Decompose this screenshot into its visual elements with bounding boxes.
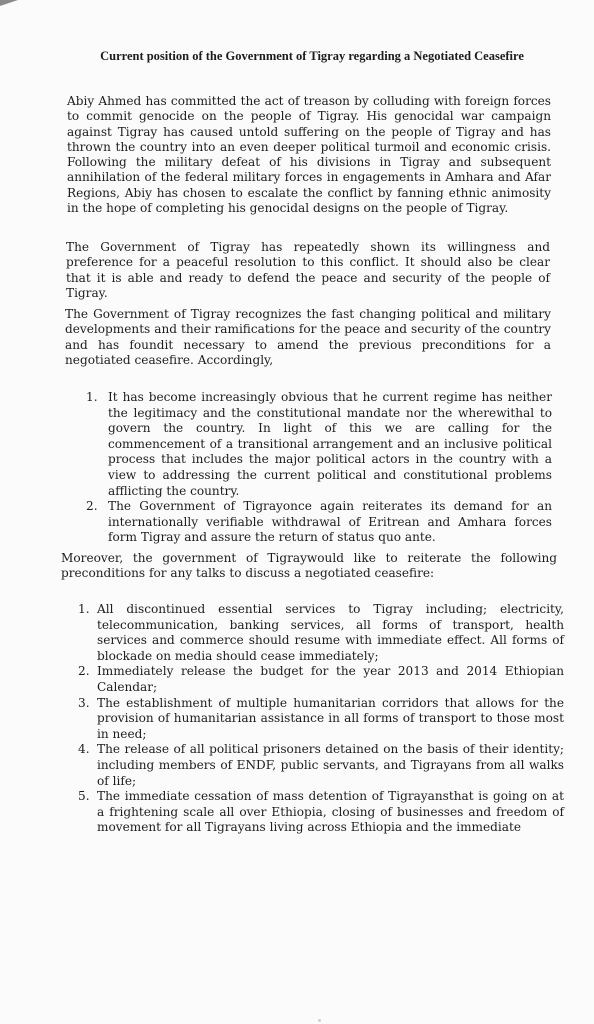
scan-speck	[318, 1019, 321, 1022]
list-item-number: 4.	[78, 742, 90, 757]
document-title: Current position of the Government of Tigray regarding a Negotiated Ceasefire	[100, 49, 524, 63]
paragraph-4: Moreover, the government of Tigraywould like to reiterate the following preconditions for any talks to discuss a negotiated ceasefire:	[61, 551, 557, 581]
list-item	[78, 602, 564, 664]
scan-corner-mark	[0, 0, 18, 6]
list-item-text: The release of all political prisoners detained on the basis of their identity; including members of ENDF, public servants, and Tigrayans from all walks of life;	[97, 742, 564, 788]
list-item	[78, 789, 564, 836]
list-item-number: 5.	[78, 789, 90, 804]
list-item	[86, 390, 552, 499]
preconditions-list	[78, 602, 564, 836]
list-item-text: The establishment of multiple humanitarian corridors that allows for the provision of humanitarian assistance in all forms of transport to those most in need;	[97, 695, 564, 741]
list-item-number: 1.	[78, 602, 90, 616]
paragraph-3: The Government of Tigray recognizes the fast changing political and military developments and their ramifications for the peace and security of the country and has foundit necessary to amend the previous preconditions for a negotiated ceasefire. Accordingly,	[65, 307, 551, 367]
list-item	[78, 664, 564, 695]
list-item-text: All discontinued essential services to Tigray including; electricity, telecommunication, banking services, all forms of transport, health services and commerce should resume with immediate effect. All forms of blockade on media should cease immediately;	[97, 602, 564, 663]
list-item-text: Immediately release the budget for the year 2013 and 2014 Ethiopian Calendar;	[97, 664, 564, 694]
list-item-text: The Government of Tigrayonce again reiterates its demand for an internationally verifiable withdrawal of Eritrean and Amhara forces form Tigray and assure the return of status quo ante.	[108, 499, 552, 545]
list-item-number: 3.	[78, 695, 90, 710]
paragraph-2: The Government of Tigray has repeatedly shown its willingness and preference for a peaceful resolution to this conflict. It should also be clear that it is able and ready to defend the peace and security of the people of Tigray.	[66, 240, 550, 300]
list-item-number: 1.	[86, 390, 98, 404]
list-item-number: 2.	[86, 499, 98, 514]
list-item	[78, 696, 564, 743]
paragraph-1: Abiy Ahmed has committed the act of treason by colluding with foreign forces to commit genocide on the people of Tigray. His genocidal war campaign against Tigray has caused untold suffering on the people of Tigray and has thrown the country into an even deeper political turmoil and economic crisis. Following the military defeat of his divisions in Tigray and subsequent annihilation of the federal military forces in engagements in Amhara and Afar Regions, Abiy has chosen to escalate the conflict by fanning ethnic animosity in the hope of completing his genocidal designs on the people of Tigray.	[67, 94, 551, 216]
demands-list	[86, 390, 552, 546]
list-item-number: 2.	[78, 664, 90, 679]
list-item	[78, 742, 564, 789]
list-item	[86, 499, 552, 546]
list-item-text: It has become increasingly obvious that he current regime has neither the legitimacy and the constitutional mandate nor the wherewithal to govern the country. In light of this we are calling for the commencement of a transitional arrangement and an inclusive political process that includes the major political actors in the country with a view to addressing the current political and constitutional problems afflicting the country.	[108, 390, 552, 498]
list-item-text: The immediate cessation of mass detention of Tigrayansthat is going on at a frightening scale all over Ethiopia, closing of businesses and freedom of movement for all Tigrayans living across Ethiopia and the immediate	[97, 789, 564, 835]
